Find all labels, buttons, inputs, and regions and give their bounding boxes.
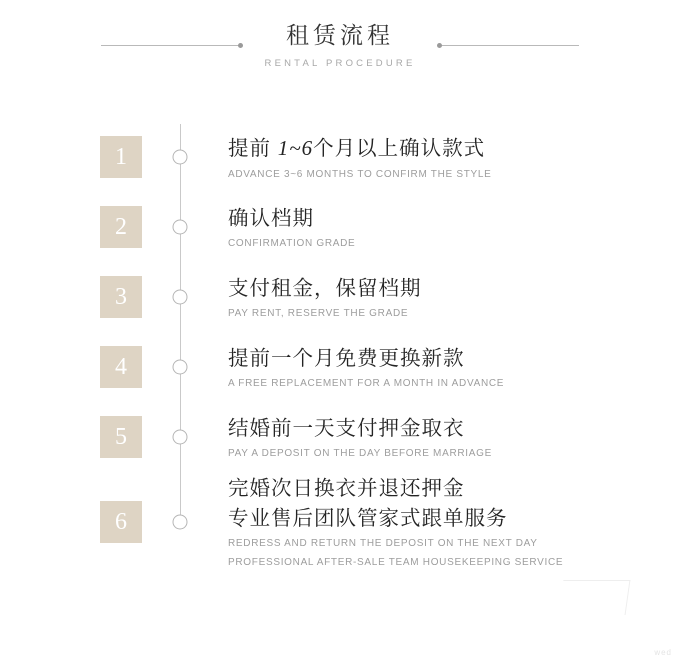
timeline-dot-icon [173,290,188,305]
header-titles [255,22,425,69]
list-item [0,192,680,262]
step-title-cn: 支付租金，保留档期 [228,276,422,300]
list-item [0,402,680,472]
step-title-en: CONFIRMATION GRADE [228,238,356,250]
step-title-cn [228,133,492,164]
step-title-en: A FREE REPLACEMENT FOR A MONTH IN ADVANCE [228,378,505,390]
step-title-cn: 完婚次日换衣并退还押金 [228,477,465,500]
step-title-cn-emphasis: 1~6 [277,136,314,161]
step-number-badge [100,416,142,458]
step-number-label: 6 [115,508,127,535]
step-title-cn-secondary: 专业售后团队管家式跟单服务 [228,506,508,530]
step-number-badge [100,501,142,543]
step-text [228,342,504,393]
timeline-dot-icon [173,360,188,375]
steps-list [0,110,680,571]
step-text [228,412,492,463]
page-header [0,0,680,110]
page-title: 租赁流程 [286,22,394,48]
step-number-label: 5 [115,424,127,450]
step-text [228,472,563,571]
watermark-text: wed [654,648,672,657]
timeline-dot-icon [173,220,188,235]
step-title-cn: 确认档期 [228,206,314,230]
list-item [0,122,680,192]
header-inner [101,22,579,69]
list-item [0,472,680,571]
step-title-en-secondary: PROFESSIONAL AFTER-SALE TEAM HOUSEKEEPING SERVICE [228,557,564,569]
list-item [0,262,680,332]
step-number-badge [100,206,142,248]
step-number-label: 1 [115,144,127,170]
step-title-cn-post: 个月以上确认款式 [313,137,486,161]
timeline-dot-icon [173,430,188,445]
step-number-badge [100,136,142,178]
step-number-label: 2 [115,214,127,240]
step-title-en: REDRESS AND RETURN THE DEPOSIT ON THE NEXT DAY [228,538,538,550]
step-text [228,272,422,323]
header-rule-left [101,45,241,46]
step-text [228,202,355,253]
step-number-label: 4 [115,354,127,380]
timeline-dot-icon [173,150,188,165]
step-title-en: ADVANCE 3~6 MONTHS TO CONFIRM THE STYLE [228,168,492,180]
page-subtitle: RENTAL PROCEDURE [264,57,416,69]
watermark-mark [559,580,631,615]
step-number-badge [100,346,142,388]
step-number-badge [100,276,142,318]
step-title-cn: 结婚前一天支付押金取衣 [228,416,465,440]
step-title-en: PAY RENT, RESERVE THE GRADE [228,308,409,320]
step-title-cn-pre: 提前 [228,137,278,161]
timeline-dot-icon [173,514,188,529]
step-title-cn: 提前一个月免费更换新款 [228,346,465,370]
header-rule-right [439,45,579,46]
step-title-en: PAY A DEPOSIT ON THE DAY BEFORE MARRIAGE [228,448,492,460]
step-text [228,131,492,183]
step-number-label: 3 [115,284,127,310]
list-item [0,332,680,402]
